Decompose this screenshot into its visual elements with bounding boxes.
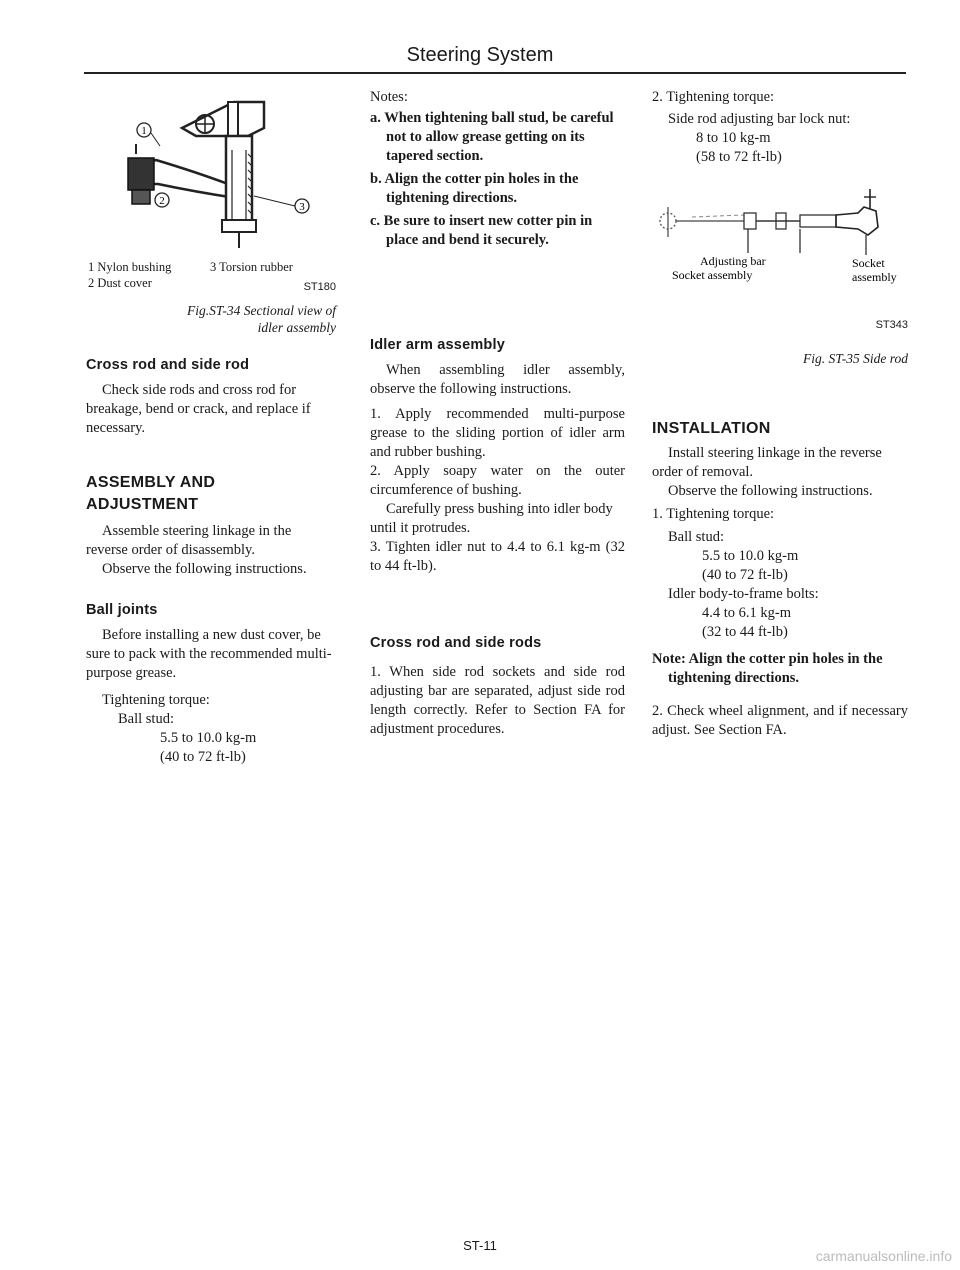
- callout-1: 1: [141, 125, 147, 137]
- fig34-code: ST180: [303, 281, 336, 293]
- rods-step-1: 1. When side rod sockets and side rod adjusting bar are separated, adjust side rod length correctly. Refer to Section FA for adjustment procedures.: [370, 664, 625, 737]
- fig34-caption-line2: idler assembly: [257, 320, 336, 335]
- column-middle: [370, 88, 625, 739]
- note-b: b. Align the cotter pin holes in the tightening directions.: [370, 171, 579, 206]
- section-heading-ball-joints: Ball joints: [86, 602, 158, 618]
- assembly-paragraph-2: Observe the following instructions.: [102, 561, 307, 577]
- header-rule: [84, 72, 906, 74]
- installation-note: Note: Align the cotter pin holes in the tightening directions.: [652, 651, 883, 686]
- torque-label: Tightening torque:: [102, 692, 210, 708]
- section-heading-idler-arm: Idler arm assembly: [370, 337, 505, 353]
- install-ball-stud-imperial: (40 to 72 ft-lb): [702, 567, 788, 583]
- install-ball-stud-metric: 5.5 to 10.0 kg-m: [702, 548, 799, 564]
- label-socket: Socket: [852, 256, 885, 270]
- fig34-caption-line1: Fig.ST-34 Sectional view of: [187, 303, 336, 318]
- idler-step-2: 2. Apply soapy water on the outer circumference of bushing.: [370, 463, 625, 498]
- column-right: [652, 88, 908, 740]
- ball-stud-label: Ball stud:: [118, 711, 174, 727]
- note-a: a. When tightening ball stud, be careful not to allow grease getting on its tapered section.: [370, 110, 614, 164]
- notes-label: Notes:: [370, 89, 408, 105]
- idler-step-2b: Carefully press bushing into idler body until it protrudes.: [370, 501, 613, 536]
- fig34-legend: [86, 260, 336, 294]
- section-heading-assembly-line1: ASSEMBLY AND: [86, 474, 216, 491]
- legend-item-1: 1 Nylon bushing: [88, 260, 172, 274]
- installation-paragraph: Install steering linkage in the reverse order of removal.: [652, 445, 882, 480]
- side-rod-diagram: [652, 171, 908, 289]
- legend-item-3: 3 Torsion rubber: [210, 260, 293, 274]
- fig35-code: ST343: [875, 319, 908, 331]
- idler-bolts-imperial: (32 to 44 ft-lb): [702, 624, 788, 640]
- idler-assembly-diagram: [86, 88, 336, 253]
- legend-item-2: 2 Dust cover: [88, 276, 152, 290]
- page-header-title: Steering System: [406, 44, 554, 66]
- assembly-paragraph-1: Assemble steering linkage in the reverse order of disassembly.: [86, 523, 292, 558]
- idler-step-3: 3. Tighten idler nut to 4.4 to 6.1 kg-m (32 to 44 ft-lb).: [370, 539, 625, 574]
- note-c: c. Be sure to insert new cotter pin in place and bend it securely.: [370, 213, 593, 248]
- idler-bolts-label: Idler body-to-frame bolts:: [668, 586, 819, 602]
- column-left: [86, 88, 336, 767]
- installation-observe: Observe the following instructions.: [668, 483, 873, 499]
- callout-2: 2: [159, 195, 165, 207]
- fig35-caption: Fig. ST-35 Side rod: [803, 351, 908, 366]
- callout-3: 3: [299, 201, 305, 213]
- lock-nut-imperial: (58 to 72 ft-lb): [696, 149, 782, 165]
- section-heading-cross-rod: Cross rod and side rod: [86, 357, 250, 373]
- torque-item-2: 2. Tightening torque:: [652, 89, 775, 105]
- installation-step-2: 2. Check wheel alignment, and if necessary adjust. See Section FA.: [652, 703, 908, 738]
- watermark-text: carmanualsonline.info: [815, 1248, 952, 1264]
- section-heading-installation: INSTALLATION: [652, 420, 771, 437]
- install-ball-stud-label: Ball stud:: [668, 529, 724, 545]
- label-assembly: assembly: [852, 270, 897, 284]
- page-number: ST-11: [463, 1238, 497, 1253]
- lock-nut-metric: 8 to 10 kg-m: [696, 130, 771, 146]
- installation-step-1: 1. Tightening torque:: [652, 506, 775, 522]
- lock-nut-label: Side rod adjusting bar lock nut:: [668, 111, 851, 127]
- cross-rod-paragraph: Check side rods and cross rod for breakage, bend or crack, and replace if necessary.: [86, 382, 311, 436]
- ball-joints-paragraph: Before installing a new dust cover, be sure to pack with the recommended multi-purpose grease.: [86, 627, 332, 681]
- ball-stud-metric: 5.5 to 10.0 kg-m: [160, 730, 257, 746]
- section-heading-cross-rod-side-rods: Cross rod and side rods: [370, 635, 542, 651]
- label-socket-assembly-left: Socket assembly: [672, 268, 753, 282]
- idler-intro: When assembling idler assembly, observe the following instructions.: [370, 362, 625, 397]
- ball-stud-imperial: (40 to 72 ft-lb): [160, 749, 246, 765]
- idler-step-1: 1. Apply recommended multi-purpose grease to the sliding portion of idler arm and rubber bushing.: [370, 406, 625, 460]
- label-adjusting-bar: Adjusting bar: [700, 254, 766, 268]
- idler-bolts-metric: 4.4 to 6.1 kg-m: [702, 605, 792, 621]
- section-heading-assembly-line2: ADJUSTMENT: [86, 496, 199, 513]
